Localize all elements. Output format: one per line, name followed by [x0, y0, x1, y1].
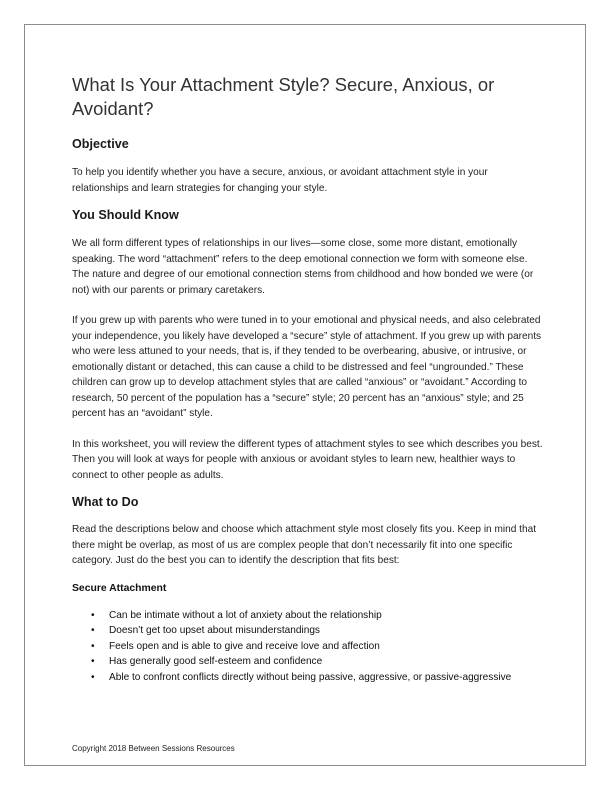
you-should-know-paragraph-3: In this worksheet, you will review the different types of attachment styles to see which describes you best. Then you will look at ways for people with anxious or avoidant styles to learn new, healthier ways to connect to other people as adults. — [72, 438, 543, 481]
bullet-icon: • — [91, 656, 95, 668]
copyright-footer: Copyright 2018 Between Sessions Resources — [72, 744, 235, 753]
secure-attachment-heading: Secure Attachment — [72, 582, 167, 594]
bullet-icon: • — [91, 640, 95, 652]
objective-text: To help you identify whether you have a secure, anxious, or avoidant attachment style in your relationships and learn strategies for changing your style. — [72, 167, 488, 194]
what-to-do-heading: What to Do — [72, 495, 139, 509]
objective-heading: Objective — [72, 137, 129, 151]
what-to-do-text: Read the descriptions below and choose which attachment style most closely fits you. Keep in mind that there might be overlap, as most of us are complex people that don’t necessarily fit into one specific category. Just do the best you can to identify the description that fits best: — [72, 524, 536, 566]
document-body — [72, 73, 544, 685]
list-item: • Can be intimate without a lot of anxiety about the relationship — [72, 608, 544, 624]
bullet-icon: • — [91, 609, 95, 621]
list-item: • Feels open and is able to give and receive love and affection — [72, 639, 544, 655]
bullet-icon: • — [91, 625, 95, 637]
you-should-know-heading: You Should Know — [72, 208, 179, 222]
bullet-icon: • — [91, 671, 95, 683]
page-title: What Is Your Attachment Style? Secure, Anxious, or Avoidant? — [72, 74, 495, 119]
you-should-know-paragraph-2: If you grew up with parents who were tuned in to your emotional and physical needs, and also celebrated your independence, you likely have developed a “secure” style of attachment. If you grew up with parents who were less attuned to your needs, that is, if they tended to be overbearing, abusive, or intrusive, or emotionally distant or detached, this can cause a child to be distressed and feel “ungrounded.” These children can grow up to develop attachment styles that are called “anxious” or “avoidant.” According to research, 50 percent of the population has a “secure” style; 20 percent has an “anxious” style; and 25 percent has an “avoidant” style. — [72, 315, 542, 419]
list-item: • Able to confront conflicts directly without being passive, aggressive, or passive-aggressive — [72, 670, 544, 686]
secure-attachment-list — [72, 608, 544, 686]
list-item: • Doesn’t get too upset about misunderstandings — [72, 623, 544, 639]
you-should-know-paragraph-1: We all form different types of relationships in our lives—some close, some more distant, emotionally speaking. The word “attachment” refers to the deep emotional connection we form with someone else. The nature and degree of our emotional connection stems from childhood and how bonded we were (or not) with our parents or primary caretakers. — [72, 238, 534, 296]
list-item: • Has generally good self-esteem and confidence — [72, 654, 544, 670]
